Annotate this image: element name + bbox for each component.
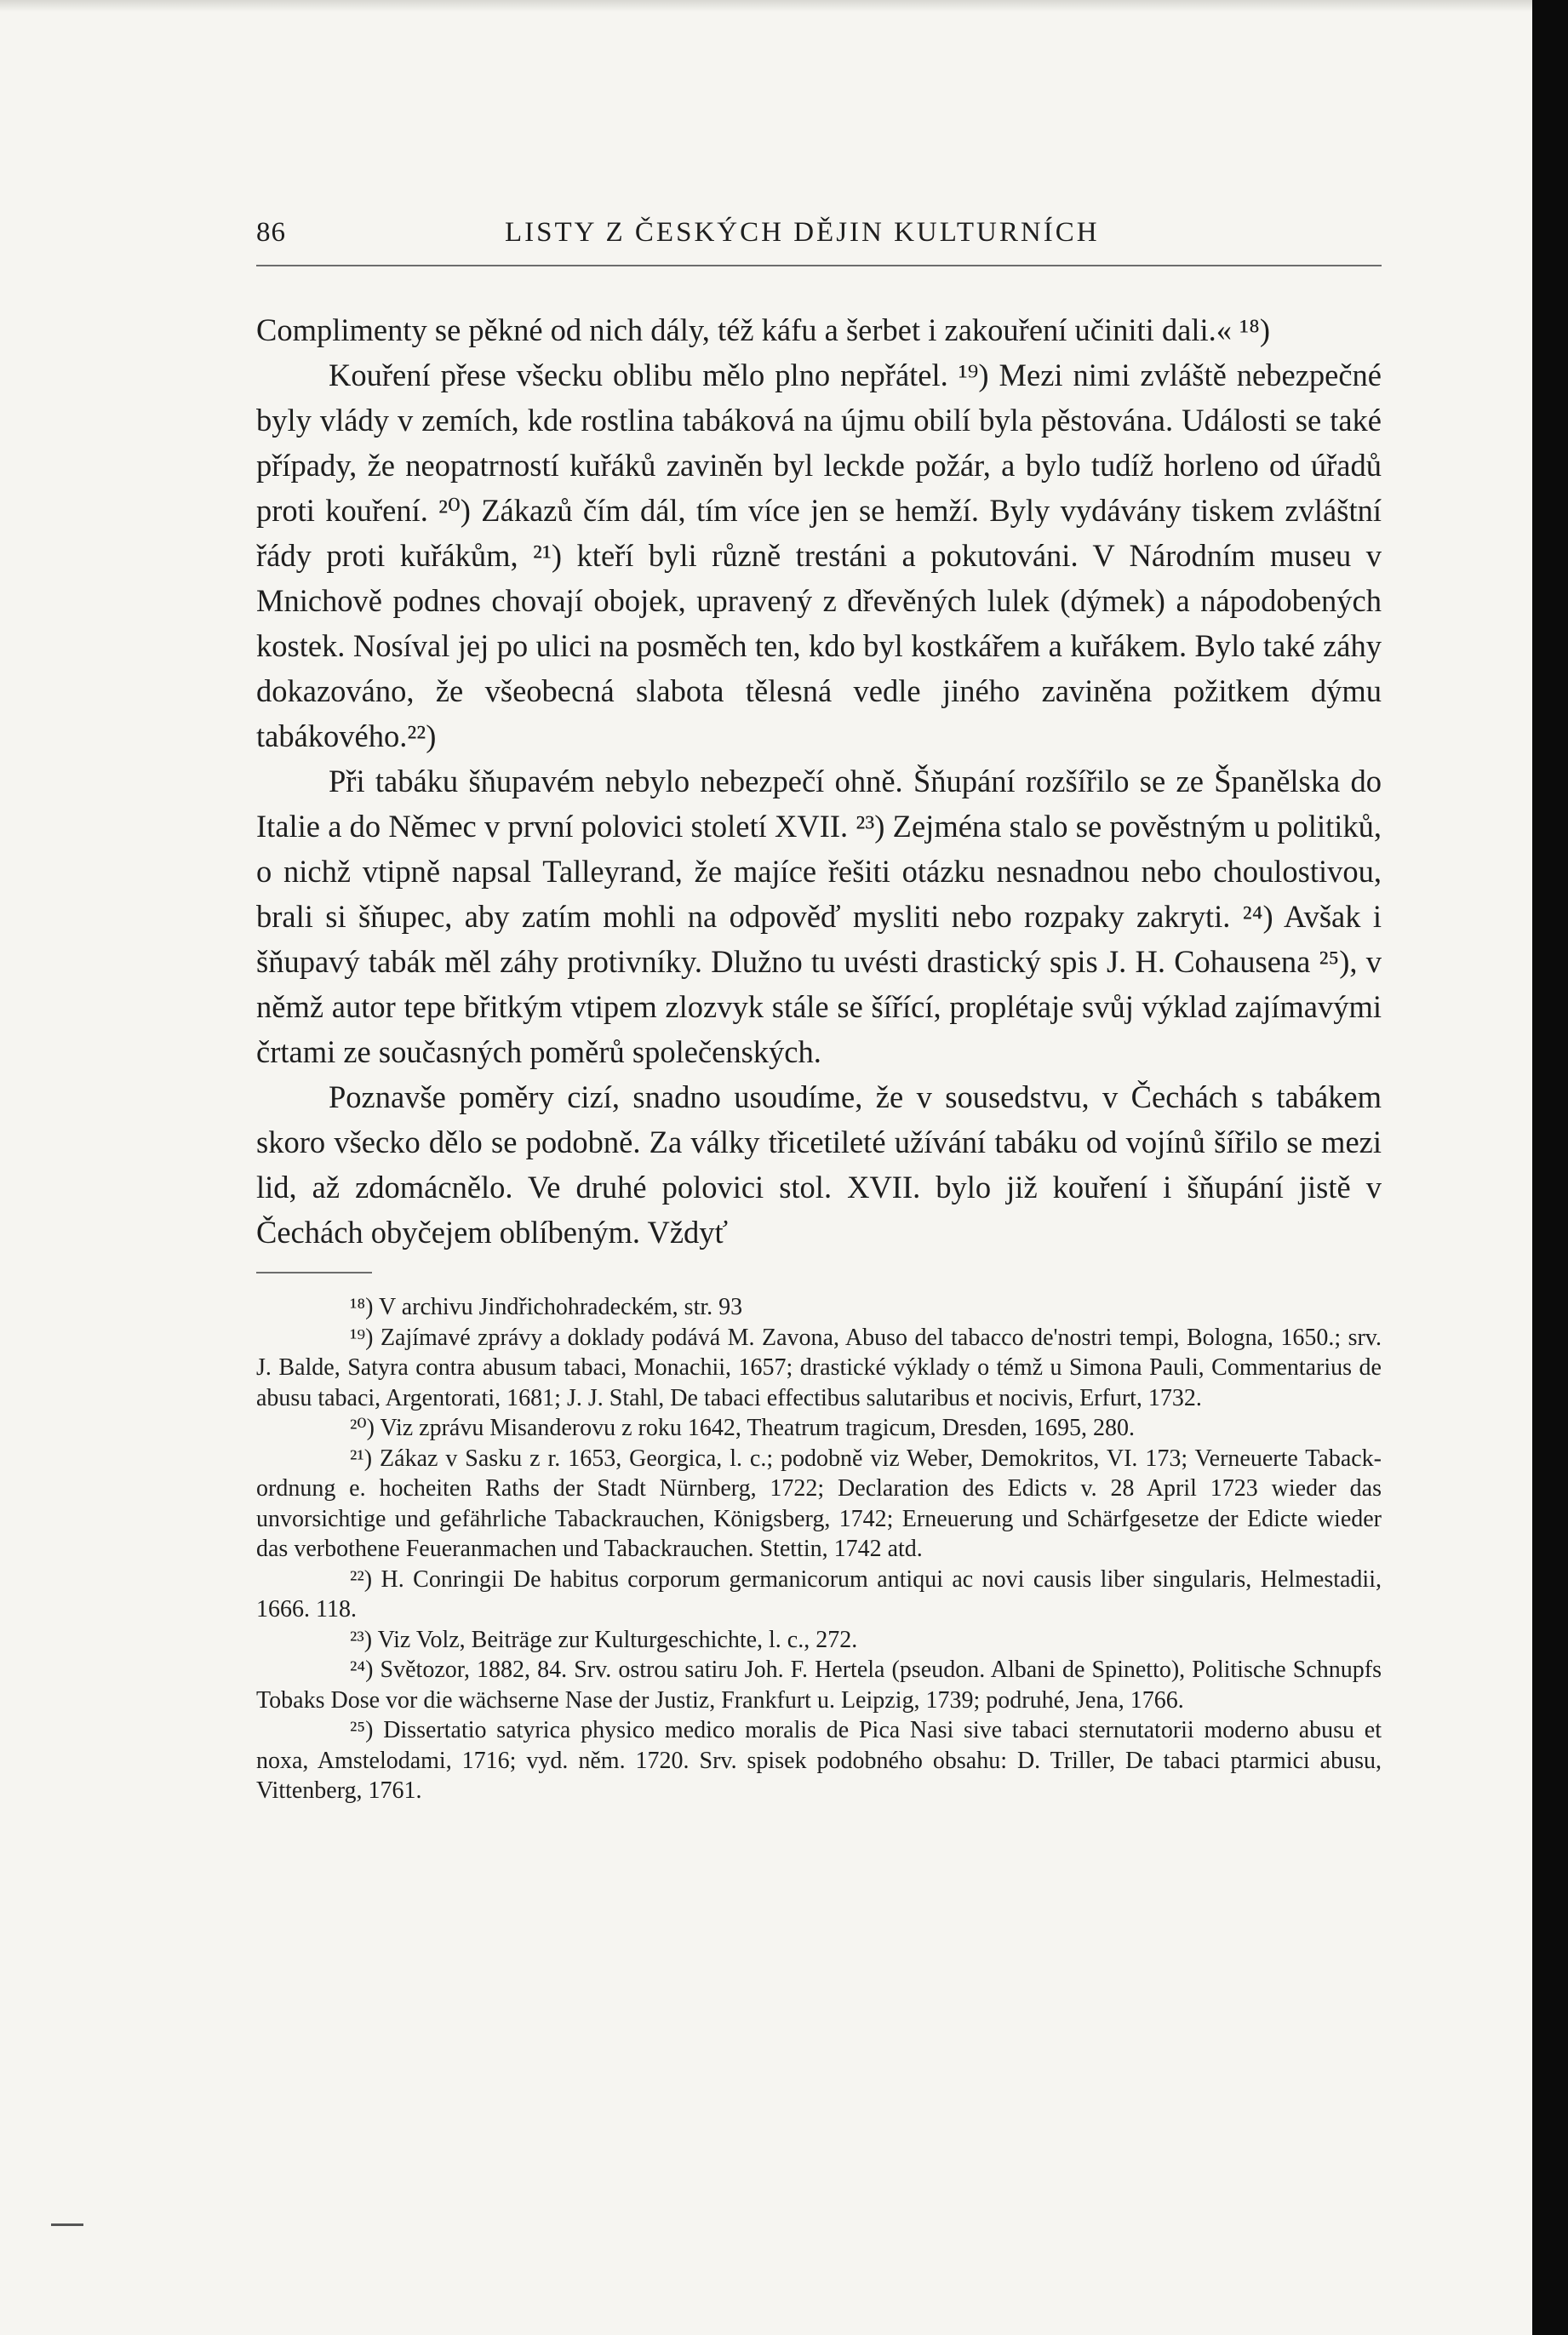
footnotes xyxy=(256,1292,1382,1806)
page-number: 86 xyxy=(256,217,286,248)
page-top-shadow xyxy=(0,0,1532,12)
paragraph: Poznavše poměry cizí, snadno usoudíme, že v sousedstvu, v Čechách s tabákem skoro všecko dělo se podobně. Za války třicetileté užívání tabáku od vojínů šířilo se mezi lid, až zdomácnělo. Ve druhé polovici stol. XVII. bylo již kouření i šňupání jistě v Čechách obyčejem oblíbeným. Vždyť xyxy=(256,1079,1382,1250)
scan-edge xyxy=(1532,0,1568,2335)
footnote-rule xyxy=(256,1272,372,1273)
paragraph: Při tabáku šňupavém nebylo nebezpečí ohně. Šňupání rozšířilo se ze Španělska do Italie a do Němec v první polovici století XVII. ²³) Zejména stalo se pověstným u politiků, o nichž vtipně napsal Talleyrand, že majíce řešiti otázku nesnadnou nebo choulostivou, brali si šňupec, aby zatím mohli na odpověď mysliti nebo rozpaky zakryti. ²⁴) Avšak i šňupavý tabák měl záhy protivníky. Dlužno tu uvésti drastický spis J. H. Cohausena ²⁵), v němž autor tepe břitkým vtipem zlozvyk stále se šířící, proplétaje svůj výklad zajímavými črtami ze současných poměrů společenských. xyxy=(256,764,1382,1069)
running-title: LISTY Z ČESKÝCH DĚJIN KULTURNÍCH xyxy=(505,217,1100,248)
scan-mark xyxy=(51,2223,83,2226)
running-header xyxy=(256,217,1382,258)
footnote: ²⁰) Viz zprávu Misanderovu z roku 1642, Theatrum tragicum, Dresden, 1695, 280. xyxy=(350,1415,1136,1441)
footnote: ²²) H. Conringii De habitus corporum germanicorum antiqui ac novi causis liber singularis, Helmestadii, 1666. 118. xyxy=(256,1565,1382,1622)
header-rule xyxy=(256,265,1382,266)
footnote: ²⁴) Světozor, 1882, 84. Srv. ostrou satiru Joh. F. Hertela (pseudon. Albani de Spinetto), Politische Schnupfs Tobaks Dose vor die wächserne Nase der Justiz, Frankfurt u. Leipzig, 1739; podruhé, Jena, 1766. xyxy=(256,1657,1382,1714)
footnote: ²¹) Zákaz v Sasku z r. 1653, Georgica, l. c.; podobně viz Weber, Demokritos, VI. 173; Verneuerte Taback-ordnung e. hocheiten Raths der Stadt Nürnberg, 1722; Declaration des Edicts v. 28 April 1723 wieder das unvorsichtige und gefährliche Tabackrauchen, Königsberg, 1742; Erneuerung und Schärfgesetze der Edicte wieder das verbothene Feueranmachen und Tabackrauchen. Stettin, 1742 atd. xyxy=(256,1445,1382,1562)
paragraph: Complimenty se pěkné od nich dály, též káfu a šerbet i zakouření učiniti dali.« ¹⁸) xyxy=(256,312,1270,347)
footnote: ²⁵) Dissertatio satyrica physico medico moralis de Pica Nasi sive tabaci sternutatorii moderno abusu et noxa, Amstelodami, 1716; vyd. něm. 1720. Srv. spisek podobného obsahu: D. Triller, De tabaci ptarmici abusu, Vittenberg, 1761. xyxy=(256,1717,1382,1804)
book-page xyxy=(256,217,1382,1806)
footnote: ²³) Viz Volz, Beiträge zur Kulturgeschichte, l. c., 272. xyxy=(350,1626,858,1653)
footnote: ¹⁹) Zajímavé zprávy a doklady podává M. Zavona, Abuso del tabacco de'nostri tempi, Bologna, 1650.; srv. J. Balde, Satyra contra abusum tabaci, Monachii, 1657; drastické výklady o témž u Simona Pauli, Commentarius de abusu tabaci, Argentorati, 1681; J. J. Stahl, De tabaci effectibus salutaribus et nocivis, Erfurt, 1732. xyxy=(256,1324,1382,1411)
footnote: ¹⁸) V archivu Jindřichohradeckém, str. 93 xyxy=(350,1294,743,1320)
paragraph: Kouření přese všecku oblibu mělo plno nepřátel. ¹⁹) Mezi nimi zvláště nebezpečné byly vlády v zemích, kde rostlina tabáková na újmu obilí byla pěstována. Události se také případy, že neopatrností kuřáků zaviněn byl leckde požár, a bylo tudíž horleno od úřadů proti kouření. ²⁰) Zákazů čím dál, tím více jen se hemží. Byly vydávány tiskem zvláštní řády proti kuřákům, ²¹) kteří byli různě trestáni a pokutováni. V Národním museu v Mnichově podnes chovají obojek, upravený z dřevěných lulek (dýmek) a nápodobených kostek. Nosíval jej po ulici na posměch ten, kdo byl kostkářem a kuřákem. Bylo také záhy dokazováno, že všeobecná slabota tělesná vedle jiného zaviněna požitkem dýmu tabákového.²²) xyxy=(256,358,1382,753)
main-text xyxy=(256,307,1382,1255)
